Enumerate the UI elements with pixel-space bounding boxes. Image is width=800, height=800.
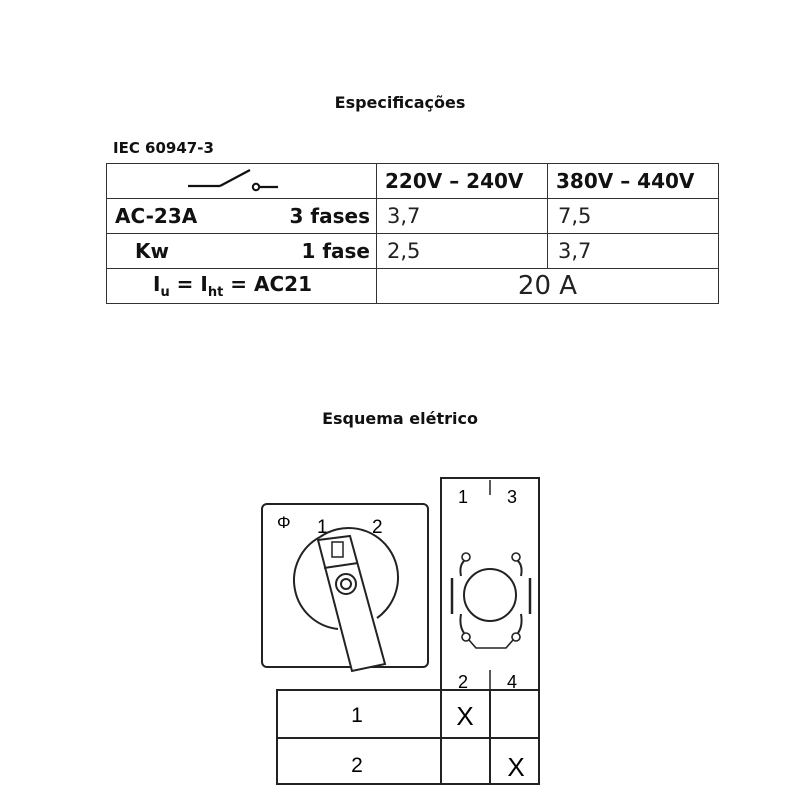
value-1ph-220: 2,5 [377, 234, 548, 269]
current-rating-label: $I_u = I_{ht} = AC21$ [107, 269, 377, 304]
contact-3: 3 [507, 487, 518, 507]
table-cell-2-4: X [507, 752, 525, 782]
handle-icon [318, 536, 385, 671]
dial-position-1: 1 [317, 517, 328, 538]
dial-position-2: 2 [372, 517, 383, 538]
three-phase-label: 3 fases [289, 204, 370, 228]
table-position-2: 2 [351, 754, 363, 777]
contact-block [441, 478, 539, 692]
table-cell-1-2: X [456, 701, 474, 731]
value-3ph-380: 7,5 [548, 199, 719, 234]
phi-symbol: Φ [277, 513, 291, 532]
kw-label: Kw [135, 239, 169, 263]
ac23a-label: AC-23A [115, 204, 198, 228]
schema-title: Esquema elétrico [322, 409, 478, 428]
current-rating-value: 20 A [377, 269, 719, 304]
single-phase-label: 1 fase [301, 239, 370, 263]
table-position-1: 1 [351, 704, 363, 727]
contact-2: 2 [458, 672, 469, 692]
col-header-380-440: 380V – 440V [548, 164, 719, 199]
value-3ph-220: 3,7 [377, 199, 548, 234]
switching-table [277, 690, 539, 784]
contact-1: 1 [458, 487, 469, 507]
spec-title: Especificações [334, 93, 466, 112]
standard-label: IEC 60947-3 [113, 139, 214, 157]
value-1ph-380: 3,7 [548, 234, 719, 269]
rotary-dial [262, 504, 428, 671]
col-header-220-240: 220V – 240V [377, 164, 548, 199]
contact-4: 4 [507, 672, 518, 692]
